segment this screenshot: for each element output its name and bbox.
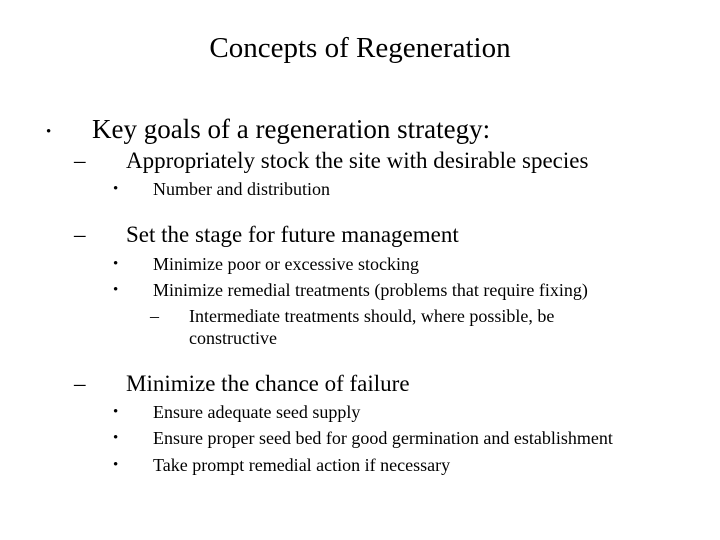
goal-3-point-2: Ensure proper seed bed for good germination and establishment (153, 428, 613, 448)
dash-marker: – (74, 222, 86, 247)
goal-1-text: Appropriately stock the site with desirable species (126, 148, 589, 173)
bullet-marker: • (113, 256, 119, 272)
bullet-marker: • (113, 457, 119, 473)
bullet-marker: • (113, 282, 119, 298)
dash-marker: – (150, 306, 159, 326)
bullet-marker: • (46, 124, 52, 140)
bullet-marker: • (113, 430, 119, 446)
goal-3-point-1: Ensure adequate seed supply (153, 402, 361, 422)
bullet-marker: • (113, 404, 119, 420)
goal-2-text: Set the stage for future management (126, 222, 459, 247)
slide-title: Concepts of Regeneration (209, 32, 511, 64)
goal-3-point-3: Take prompt remedial action if necessary (153, 455, 451, 475)
goal-2-subpoint-line-2: constructive (189, 328, 277, 348)
goal-3-text: Minimize the chance of failure (126, 371, 410, 396)
goal-2-point-2: Minimize remedial treatments (problems that require fixing) (153, 280, 588, 300)
bullet-marker: • (113, 181, 119, 197)
main-bullet-text: Key goals of a regeneration strategy: (92, 114, 491, 144)
dash-marker: – (74, 371, 86, 396)
dash-marker: – (74, 148, 86, 173)
goal-2-subpoint-line-1: Intermediate treatments should, where possible, be (189, 306, 555, 326)
goal-2-point-1: Minimize poor or excessive stocking (153, 254, 419, 274)
goal-1-point-1: Number and distribution (153, 179, 330, 199)
